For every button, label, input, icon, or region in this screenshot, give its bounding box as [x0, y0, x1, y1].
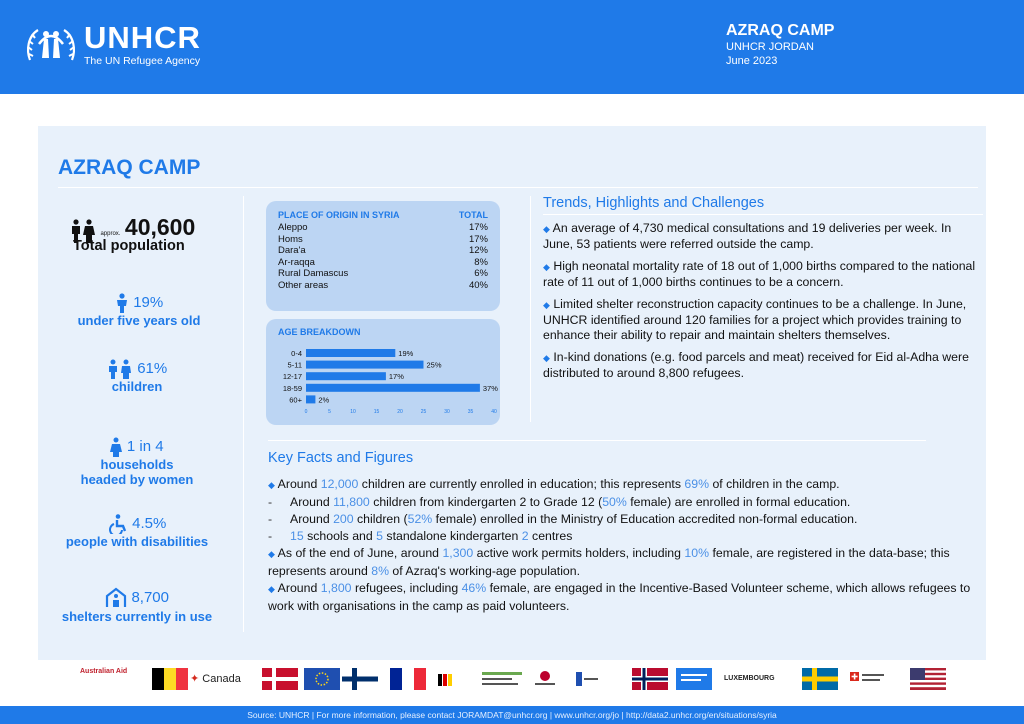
origin-place: Dara'a	[278, 245, 306, 257]
header-title: AZRAQ CAMP	[726, 22, 835, 39]
age-category-label: 18-59	[282, 383, 302, 393]
fact-text: Around	[277, 477, 321, 491]
age-bar	[306, 395, 315, 403]
table-row	[278, 280, 488, 292]
table-row	[278, 245, 488, 257]
origin-total-header: TOTAL	[458, 210, 488, 220]
donor-logos	[80, 664, 960, 694]
fact-text: Around	[290, 512, 334, 526]
trend-text: In-kind donations (e.g. food parcels and meat) received for Eid al-Adha were distributed to around 8,800 refugees.	[543, 349, 969, 381]
sweden-flag-icon	[802, 668, 838, 690]
header-info	[726, 22, 834, 68]
fact-figure: 15	[290, 529, 304, 543]
child-icon	[115, 293, 129, 313]
population-label: Total population	[73, 238, 185, 254]
fact-text: schools and	[303, 529, 377, 543]
australian-aid-logo: Australian Aid	[80, 668, 128, 675]
fact-figure: 10%	[684, 546, 710, 560]
shelter-icon	[105, 587, 127, 609]
children-label: children	[111, 379, 163, 394]
households-value: 1 in 4	[126, 438, 164, 456]
under-five-value: 19%	[133, 294, 164, 312]
fact-text: children (	[353, 512, 408, 526]
switzerland-logo-icon	[848, 668, 888, 690]
age-chart-svg	[266, 319, 500, 425]
age-category-label: 0-4	[291, 349, 302, 358]
korea-logo-icon	[574, 668, 602, 690]
fact-subitem	[268, 511, 974, 528]
header-date: June 2023	[726, 55, 778, 67]
x-tick-label: 35	[467, 409, 474, 415]
under-five-label: under five years old	[77, 313, 201, 328]
panel-title: AZRAQ CAMP	[58, 156, 201, 179]
trends-title: Trends, Highlights and Challenges	[543, 195, 765, 211]
age-value-label: 37%	[482, 383, 498, 393]
fact-figure: 1,300	[442, 546, 474, 560]
luxembourg-logo: LUXEMBOURG	[724, 675, 775, 682]
x-tick-label: 0	[304, 409, 308, 415]
age-category-label: 60+	[289, 395, 302, 405]
households-label-2: headed by women	[80, 472, 194, 487]
fact-figure: 69%	[684, 477, 710, 491]
age-bar	[306, 349, 395, 357]
x-tick-label: 5	[328, 409, 331, 415]
finland-flag-icon	[342, 668, 378, 690]
fact-figure: 200	[333, 512, 354, 526]
fact-text: Around	[290, 495, 334, 509]
fact-figure: 1,800	[320, 581, 352, 595]
fact-figure: 8%	[371, 564, 390, 578]
x-tick-label: 10	[350, 409, 356, 415]
disabilities-value: 4.5%	[132, 515, 167, 533]
usa-flag-icon	[910, 668, 946, 690]
fact-text: female, are registered in the data-base; this represents around	[268, 546, 950, 578]
belgium-flag-icon	[152, 668, 188, 690]
fact-text: As of the end of June, around	[277, 546, 443, 560]
place-of-origin-table	[266, 201, 500, 311]
bullet-icon: ◆	[543, 224, 550, 234]
norway-flag-icon	[632, 668, 668, 690]
children-value: 61%	[137, 360, 168, 378]
fact-figure: 11,800	[333, 495, 370, 509]
fact-subitem	[268, 494, 974, 511]
chart-title: AGE BREAKDOWN	[278, 327, 361, 337]
origin-total: 40%	[468, 279, 488, 291]
children-stat	[38, 359, 236, 394]
children-icon	[107, 359, 133, 379]
key-facts-divider	[268, 440, 926, 441]
trend-item	[543, 221, 983, 253]
eu-flag-icon	[304, 668, 340, 690]
x-tick-label: 40	[491, 409, 497, 415]
fact-text: of Azraq's working-age population.	[389, 564, 581, 578]
header-office: UNHCR JORDAN	[726, 41, 814, 53]
woman-icon	[110, 437, 122, 457]
fact-subitem	[268, 528, 974, 545]
fact-text: children are currently enrolled in education; this represents	[358, 477, 685, 491]
origin-place: Aleppo	[278, 222, 308, 233]
bullet-icon: ◆	[268, 549, 275, 559]
trend-text: High neonatal mortality rate of 18 out of 1,000 births compared to the national rate of 11 out of 1,000 births continues to be a concern.	[543, 258, 976, 290]
table-row	[278, 257, 488, 269]
column-divider	[530, 196, 531, 422]
shelters-label: shelters currently in use	[61, 609, 213, 624]
fact-text: active work permits holders, including	[473, 546, 685, 560]
origin-place: Other areas	[278, 279, 329, 291]
fact-figure: 50%	[602, 495, 627, 509]
origin-header: PLACE OF ORIGIN IN SYRIA	[278, 210, 400, 220]
origin-total: 8%	[474, 256, 488, 268]
trend-text: Limited shelter reconstruction capacity continues to be a challenge. In June, UNHCR identified around 120 families for a project which provides training to enhance their ability to repair and maintain shelters themselves.	[543, 296, 967, 343]
age-value-label: 2%	[318, 395, 330, 405]
fact-text: female) are enrolled in formal education.	[626, 495, 851, 509]
trend-item	[543, 259, 983, 291]
origin-total: 12%	[468, 245, 488, 257]
population-prefix: approx.	[100, 231, 121, 237]
fact-figure: 2	[521, 529, 529, 543]
bullet-icon: ◆	[268, 480, 275, 490]
bullet-icon: ◆	[543, 261, 550, 272]
panel-divider	[58, 187, 978, 188]
france-flag-icon	[390, 668, 426, 690]
logo-subtitle: The UN Refugee Agency	[84, 55, 201, 67]
dash-marker: -	[268, 495, 273, 509]
households-stat	[38, 437, 236, 487]
disabilities-stat	[38, 514, 236, 549]
fact-figure: 52%	[407, 512, 433, 526]
fact-text: female) enrolled in the Ministry of Education accredited non-formal education.	[432, 512, 858, 526]
origin-place: Rural Damascus	[278, 268, 349, 280]
disabilities-label: people with disabilities	[65, 534, 209, 549]
x-tick-label: 25	[420, 409, 427, 415]
denmark-flag-icon	[262, 668, 298, 690]
fact-text: Around	[277, 581, 321, 595]
fact-text: refugees, including	[351, 581, 462, 595]
table-row	[278, 234, 488, 246]
trend-item	[543, 350, 983, 382]
humanitarian-aid-logo-icon	[480, 668, 524, 690]
fact-text: of children in the camp.	[709, 477, 840, 491]
fact-text: children from kindergarten 2 to Grade 12 (	[369, 495, 603, 509]
origin-total: 17%	[468, 222, 488, 233]
origin-place: Ar-raqqa	[278, 256, 315, 268]
japan-logo-icon	[532, 668, 558, 690]
age-bar	[306, 361, 424, 369]
dash-marker: -	[268, 512, 273, 526]
canada-logo	[190, 668, 250, 690]
key-facts-list	[268, 476, 974, 615]
maple-leaf-icon: ✦	[190, 673, 200, 685]
fact-text: centres	[528, 529, 573, 543]
age-category-label: 12-17	[282, 372, 302, 382]
shelters-stat	[38, 587, 236, 624]
cerf-logo-icon	[676, 668, 712, 690]
age-value-label: 25%	[426, 360, 442, 370]
wheelchair-icon	[108, 514, 128, 534]
fact-figure: 12,000	[320, 477, 359, 491]
fact-item	[268, 476, 974, 494]
households-label: households	[100, 457, 174, 472]
canada-wordmark: Canada	[202, 673, 241, 685]
unhcr-logo	[24, 22, 201, 68]
trend-item	[543, 297, 983, 344]
x-tick-label: 30	[444, 409, 450, 415]
trends-divider	[543, 214, 983, 215]
age-bar	[306, 372, 386, 380]
population-value: 40,600	[124, 214, 196, 240]
bullet-icon: ◆	[268, 584, 275, 594]
under-five-stat	[40, 293, 238, 328]
x-tick-label: 15	[373, 409, 380, 415]
shelters-value: 8,700	[131, 589, 169, 607]
fact-figure: 46%	[461, 581, 487, 595]
key-facts-title: Key Facts and Figures	[268, 450, 414, 466]
origin-total: 17%	[468, 233, 488, 245]
germany-logo-icon	[436, 668, 460, 690]
fact-figure: 5	[376, 529, 383, 543]
dash-marker: -	[268, 529, 273, 543]
column-divider	[243, 196, 244, 632]
bullet-icon: ◆	[543, 352, 550, 363]
age-bar	[306, 384, 480, 392]
unhcr-emblem-icon	[24, 22, 78, 68]
age-value-label: 17%	[388, 372, 404, 382]
age-category-label: 5-11	[287, 360, 302, 370]
origin-place: Homs	[278, 233, 303, 245]
page-footer: Source: UNHCR | For more information, please contact JORAMDAT@unhcr.org | www.unhcr.org/jo | http://data2.unhcr.org/en/situations/syria	[0, 706, 1024, 724]
fact-text: female, are engaged in the Incentive-Based Volunteer scheme, which allows refugees to work with organisations in the camp as paid volunteers.	[268, 581, 971, 613]
trend-text: An average of 4,730 medical consultations and 19 deliveries per week. In June, 53 patients were referred outside the camp.	[543, 221, 952, 252]
table-row	[278, 268, 488, 280]
age-value-label: 19%	[398, 349, 414, 358]
bullet-icon: ◆	[543, 299, 550, 310]
fact-text: standalone kindergarten	[383, 529, 522, 543]
fact-item	[268, 580, 974, 615]
logo-name: UNHCR	[84, 20, 201, 55]
trends-list	[543, 221, 983, 388]
x-tick-label: 20	[397, 409, 403, 415]
page-header	[0, 0, 1024, 94]
fact-item	[268, 545, 974, 580]
origin-total: 6%	[474, 268, 488, 280]
table-row	[278, 222, 488, 234]
age-breakdown-chart	[266, 319, 500, 425]
